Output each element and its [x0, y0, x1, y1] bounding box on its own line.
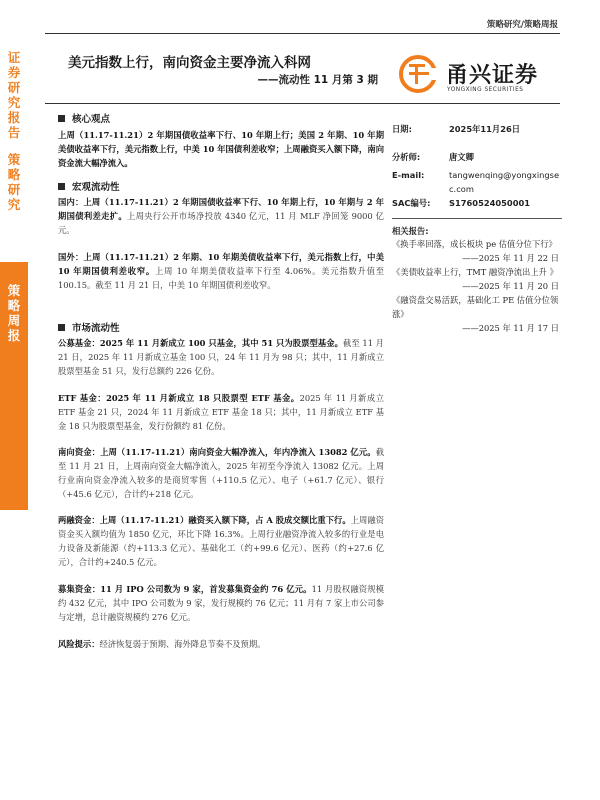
core-paragraph: [58, 128, 384, 170]
sidebar-char: 周: [7, 313, 21, 328]
related-report-title[interactable]: 《融资盘交易活跃，基础化工 PE 估值分位领涨》: [392, 295, 559, 319]
date-row: [392, 122, 562, 136]
sidebar-report-type: [0, 283, 28, 343]
info-panel: [392, 122, 562, 335]
macro-foreign-lead: 国外：上周（11.17-11.21）2 年期、10 年期美债收益率下行，美元指数上行，中美 10 年期国债利差收窄。: [58, 252, 384, 276]
analyst-row: [392, 150, 562, 164]
sidebar-char: 略: [7, 167, 21, 182]
macro-foreign-paragraph: [58, 250, 384, 292]
sidebar-char: 究: [7, 197, 21, 212]
market-margin-text: 上周融资资金买入额均值为 1850 亿元，环比下降 16.3%。上周行业融资净流入较多的行业是电力设备及新能源（约+113.3 亿元）、基础化工（约+99.6 亿元）、医药（约+27.6 亿元），合计约+240.5 亿元。: [58, 515, 384, 567]
email-row: [392, 168, 562, 196]
sidebar-char: 究: [7, 95, 21, 110]
email-label: E-mail:: [392, 170, 425, 180]
report-category: 策略研究/策略周报: [486, 20, 558, 30]
section-heading-macro: [58, 179, 120, 193]
sidebar-char: 策: [7, 283, 21, 298]
market-raise-paragraph: [58, 582, 384, 624]
market-fund-lead: 公募基金：2025 年 11 月新成立 100 只基金，其中 51 只为股票型基金。: [58, 338, 343, 348]
market-margin-lead: 两融资金：上周（11.17-11.21）融资买入额下降，占 A 股成交额比重下行。: [58, 515, 351, 525]
date-label: 日期:: [392, 124, 412, 134]
section-heading-market: [58, 320, 120, 334]
page-title: 美元指数上行，南向资金主要净流入科网: [68, 55, 311, 71]
sidebar-vertical-label: [0, 50, 28, 212]
market-raise-lead: 募集资金：11 月 IPO 公司数为 9 家，首发募集资金约 76 亿元。: [58, 584, 312, 594]
date-value: 2025年11月26日: [449, 124, 521, 134]
related-report-title[interactable]: 《换手率回落，成长板块 pe 估值分位下行》: [392, 239, 557, 249]
core-text: 上周（11.17-11.21）2 年期国债收益率下行、10 年期上行；美国 2 年期、10 年期美债收益率下行，美元指数上行，中美 10 年国债利差收窄；上周融资买入额下降，南向资金流大幅净流入。: [58, 130, 384, 168]
market-margin-paragraph: [58, 513, 384, 569]
macro-foreign-text: 上周 10 年期美债收益率下行至 4.06%。美元指数升值至 100.15。截至 11 月 21 日，中美 10 年期国债利差收窄。: [58, 266, 384, 290]
market-south-lead: 南向资金：上周（11.17-11.21）南向资金大幅净流入，年内净流入 13082 亿元。: [58, 447, 376, 457]
sidebar-char: 策: [7, 152, 21, 167]
related-report-item[interactable]: [392, 237, 562, 265]
related-report-date: ——2025 年 11 月 20 日: [462, 281, 559, 291]
page-subtitle: ——流动性 11 月第 3 期: [257, 74, 378, 86]
bullet-square-icon: [58, 183, 65, 190]
macro-domestic-paragraph: [58, 195, 384, 237]
analyst-value: 唐文卿: [449, 152, 474, 162]
related-report-title[interactable]: 《美债收益率上行，TMT 融资净流出上升 》: [392, 267, 558, 277]
market-fund-paragraph: [58, 336, 384, 378]
section-heading-text: 市场流动性: [72, 323, 120, 334]
related-report-item[interactable]: [392, 293, 562, 335]
market-south-paragraph: [58, 445, 384, 501]
title-divider: [45, 103, 560, 104]
bullet-square-icon: [58, 115, 65, 122]
sac-label: SAC编号:: [392, 198, 431, 208]
bullet-square-icon: [58, 324, 65, 331]
sidebar-char: 告: [7, 125, 21, 140]
section-heading-text: 核心观点: [72, 114, 111, 125]
related-divider: [392, 218, 562, 219]
header-divider: [45, 33, 560, 34]
section-heading-text: 宏观流动性: [72, 182, 120, 193]
market-raise-text: 11 月股权融资规模约 432 亿元，其中 IPO 公司数为 9 家，发行规模约 76 亿元；11 月有 7 家上市公司参与定增，总计融资规模约 276 亿元。: [58, 584, 385, 622]
related-reports-title: 相关报告:: [392, 226, 429, 236]
sidebar-char: 报: [7, 328, 21, 343]
sidebar-char: 略: [7, 298, 21, 313]
logo-icon: [398, 54, 442, 94]
macro-domestic-lead: 国内：上周（11.17-11.21）2 年期国债收益率下行、10 年期上行，10 年期与 2 年期国债利差走扩。: [58, 197, 384, 221]
macro-domestic-text: 上周央行公开市场净投放 4340 亿元，11 月 MLF 净回笼 9000 亿元。: [58, 211, 384, 235]
related-report-date: ——2025 年 11 月 17 日: [462, 323, 559, 333]
related-report-date: ——2025 年 11 月 22 日: [462, 253, 559, 263]
email-link[interactable]: tangwenqing@yongxingsec.com: [449, 170, 560, 194]
sidebar-char: 报: [7, 110, 21, 125]
sidebar-char: 证: [7, 50, 21, 65]
sidebar-char: 研: [7, 80, 21, 95]
sidebar-char: 研: [7, 182, 21, 197]
risk-text: 经济恢复弱于预期、海外降息节奏不及预期。: [99, 639, 266, 649]
logo-subtext: YONGXING SECURITIES: [447, 87, 524, 93]
sac-value: S1760524050001: [449, 198, 531, 208]
related-report-item[interactable]: [392, 265, 562, 293]
analyst-label: 分析师:: [392, 152, 421, 162]
risk-label: 风险提示：: [58, 639, 100, 649]
logo-text: 甬兴证券: [446, 63, 539, 88]
sac-row: [392, 196, 562, 210]
market-etf-lead: ETF 基金：2025 年 11 月新成立 18 只股票型 ETF 基金。: [58, 393, 300, 403]
section-heading-core: [58, 111, 110, 125]
risk-paragraph: [58, 637, 384, 651]
market-etf-paragraph: [58, 391, 384, 433]
market-fund-text: 截至 11 月 21 日，2025 年 11 月新成立基金 100 只，24 年 11 月为 98 只；其中，11 月新成立股票型基金 51 只，发行总额约 226 亿份。: [58, 338, 384, 376]
sidebar-char: 券: [7, 65, 21, 80]
market-etf-text: 2025 年 11 月新成立 ETF 基金 21 只，2024 年 11 月新成立 ETF 基金 18 只；其中，11 月新成立 ETF 基金 18 只为股票型基金，发行份额约 81 亿份。: [58, 393, 384, 431]
market-south-text: 截至 11 月 21 日，上周南向资金大幅净流入，2025 年初至今净流入 13082 亿元。上周行业南向资金净流入较多的是商贸零售（+110.5 亿元）、电子（+61.7 亿元）、银行（+45.6 亿元），合计约+218 亿元。: [58, 447, 384, 499]
